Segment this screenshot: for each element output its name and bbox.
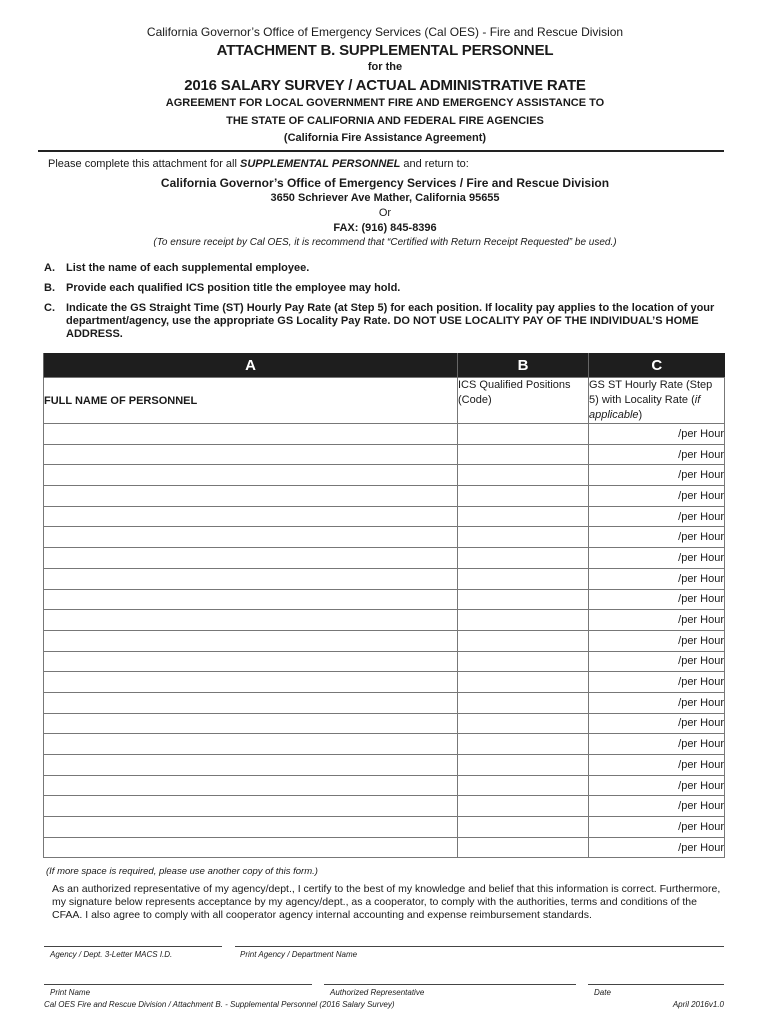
column-b-header: B <box>458 353 589 378</box>
instruction-a <box>44 262 716 275</box>
ics-position-cell[interactable] <box>458 444 589 465</box>
more-space-note: (If more space is required, please use another copy of this form.) <box>46 866 318 877</box>
hourly-rate-cell[interactable]: /per Hour <box>589 506 725 527</box>
table-row <box>44 713 725 734</box>
hourly-rate-cell[interactable]: /per Hour <box>589 465 725 486</box>
authorized-rep-signature-line[interactable] <box>324 984 576 985</box>
authorized-rep-label: Authorized Representative <box>330 988 425 997</box>
agency-id-signature-line[interactable] <box>44 946 222 947</box>
instruction-key: A. <box>44 262 55 274</box>
personnel-name-cell[interactable] <box>44 713 458 734</box>
table-row <box>44 527 725 548</box>
personnel-name-cell[interactable] <box>44 424 458 445</box>
ics-position-cell[interactable] <box>458 486 589 507</box>
instruction-c <box>44 302 716 341</box>
ics-position-cell[interactable] <box>458 817 589 838</box>
hourly-rate-cell[interactable]: /per Hour <box>589 548 725 569</box>
hourly-rate-cell[interactable]: /per Hour <box>589 589 725 610</box>
instruction-text: Indicate the GS Straight Time (ST) Hourly Pay Rate (at Step 5) for each position. If locality pay applies to the location of your department/agency, use the appropriate GS Locality Pay Rate. DO NOT USE LOCALITY PAY OF THE INDIVIDUAL’S HOME ADDRESS. <box>66 302 715 340</box>
ics-position-cell[interactable] <box>458 672 589 693</box>
gs-rate-italic: if applicable <box>589 394 701 421</box>
personnel-table <box>43 353 725 858</box>
agreement-line-2: THE STATE OF CALIFORNIA AND FEDERAL FIRE AGENCIES <box>226 115 544 127</box>
agency-name-label: Print Agency / Department Name <box>240 950 358 959</box>
hourly-rate-cell[interactable]: /per Hour <box>589 424 725 445</box>
gs-rate-end: ) <box>638 409 643 421</box>
instruction-text: Provide each qualified ICS position title the employee may hold. <box>66 282 401 294</box>
hourly-rate-cell[interactable]: /per Hour <box>589 444 725 465</box>
footer-title: Cal OES Fire and Rescue Division / Attachment B. - Supplemental Personnel (2016 Salary Survey) <box>44 1000 395 1009</box>
table-row <box>44 548 725 569</box>
agency-line: California Governor’s Office of Emergency Services (Cal OES) - Fire and Rescue Division <box>146 25 624 39</box>
gs-rate-label: GS ST Hourly Rate (Step 5) with Locality Rate ( <box>589 379 713 406</box>
table-row <box>44 424 725 445</box>
personnel-name-cell[interactable] <box>44 692 458 713</box>
ics-position-cell[interactable] <box>458 630 589 651</box>
intro-text <box>48 158 469 170</box>
intro-prefix: Please complete this attachment for all <box>48 158 240 170</box>
personnel-name-cell[interactable] <box>44 527 458 548</box>
hourly-rate-cell[interactable]: /per Hour <box>589 817 725 838</box>
personnel-name-cell[interactable] <box>44 548 458 569</box>
hourly-rate-cell[interactable]: /per Hour <box>589 713 725 734</box>
ics-position-cell[interactable] <box>458 527 589 548</box>
fax-number: FAX: (916) 845-8396 <box>333 222 437 234</box>
personnel-name-cell[interactable] <box>44 672 458 693</box>
table-row <box>44 775 725 796</box>
hourly-rate-cell[interactable]: /per Hour <box>589 796 725 817</box>
hourly-rate-cell[interactable]: /per Hour <box>589 527 725 548</box>
ics-position-cell[interactable] <box>458 465 589 486</box>
ics-positions-header: ICS Qualified Positions (Code) <box>458 378 589 424</box>
personnel-name-cell[interactable] <box>44 486 458 507</box>
hourly-rate-cell[interactable]: /per Hour <box>589 734 725 755</box>
hourly-rate-cell[interactable]: /per Hour <box>589 610 725 631</box>
table-row <box>44 465 725 486</box>
personnel-name-cell[interactable] <box>44 465 458 486</box>
instruction-b <box>44 282 716 295</box>
table-row <box>44 589 725 610</box>
table-row <box>44 796 725 817</box>
intro-emphasis: SUPPLEMENTAL PERSONNEL <box>239 158 401 170</box>
personnel-name-cell[interactable] <box>44 568 458 589</box>
ics-position-cell[interactable] <box>458 424 589 445</box>
full-name-header: FULL NAME OF PERSONNEL <box>44 378 458 424</box>
hourly-rate-cell[interactable]: /per Hour <box>589 692 725 713</box>
column-letter-row <box>44 353 725 378</box>
print-name-label: Print Name <box>50 988 91 997</box>
hourly-rate-cell[interactable]: /per Hour <box>589 775 725 796</box>
personnel-name-cell[interactable] <box>44 775 458 796</box>
ics-position-cell[interactable] <box>458 734 589 755</box>
table-row <box>44 692 725 713</box>
personnel-name-cell[interactable] <box>44 610 458 631</box>
instruction-text: List the name of each supplemental employee. <box>66 262 310 274</box>
hourly-rate-cell[interactable]: /per Hour <box>589 630 725 651</box>
personnel-name-cell[interactable] <box>44 506 458 527</box>
ics-position-cell[interactable] <box>458 610 589 631</box>
footer-version: April 2016v1.0 <box>672 1000 724 1009</box>
ics-position-cell[interactable] <box>458 837 589 858</box>
personnel-name-cell[interactable] <box>44 651 458 672</box>
return-org: California Governor’s Office of Emergency Services / Fire and Rescue Division <box>160 176 610 190</box>
personnel-name-cell[interactable] <box>44 589 458 610</box>
hourly-rate-cell[interactable]: /per Hour <box>589 568 725 589</box>
table-row <box>44 610 725 631</box>
agency-name-signature-line[interactable] <box>235 946 724 947</box>
ics-position-cell[interactable] <box>458 548 589 569</box>
column-title-row <box>44 378 725 424</box>
receipt-note: (To ensure receipt by Cal OES, it is recommend that “Certified with Return Receipt Requested” be used.) <box>153 237 617 248</box>
ics-position-cell[interactable] <box>458 651 589 672</box>
personnel-name-cell[interactable] <box>44 734 458 755</box>
table-row <box>44 837 725 858</box>
intro-suffix: and return to: <box>400 158 469 170</box>
certification-text: As an authorized representative of my agency/dept., I certify to the best of my knowledge and belief that this information is correct. Furthermore, my signature below represents acceptance by my agency/dept., as a cooperator, to comply with the authorities, terms and conditions of the CFAA. I also agree to comply with all cooperator agency internal accounting and expense reimbursement standards. <box>52 883 721 921</box>
table-row <box>44 630 725 651</box>
date-signature-line[interactable] <box>588 984 724 985</box>
instruction-key: C. <box>44 302 55 314</box>
or-label: Or <box>378 207 392 219</box>
hourly-rate-cell[interactable]: /per Hour <box>589 486 725 507</box>
instruction-key: B. <box>44 282 55 294</box>
ics-position-cell[interactable] <box>458 692 589 713</box>
personnel-name-cell[interactable] <box>44 817 458 838</box>
agency-id-label: Agency / Dept. 3-Letter MACS I.D. <box>50 950 173 959</box>
ics-position-cell[interactable] <box>458 568 589 589</box>
attachment-title: ATTACHMENT B. SUPPLEMENTAL PERSONNEL <box>216 42 554 59</box>
hourly-rate-cell[interactable]: /per Hour <box>589 755 725 776</box>
table-row <box>44 817 725 838</box>
personnel-name-cell[interactable] <box>44 755 458 776</box>
header-divider <box>38 150 724 152</box>
ics-position-cell[interactable] <box>458 775 589 796</box>
hourly-rate-cell[interactable]: /per Hour <box>589 651 725 672</box>
gs-rate-header <box>589 378 725 424</box>
table-row <box>44 568 725 589</box>
table-row <box>44 672 725 693</box>
ics-position-cell[interactable] <box>458 506 589 527</box>
personnel-name-cell[interactable] <box>44 796 458 817</box>
table-row <box>44 755 725 776</box>
table-row <box>44 486 725 507</box>
ics-position-cell[interactable] <box>458 589 589 610</box>
date-label: Date <box>594 988 611 997</box>
hourly-rate-cell[interactable]: /per Hour <box>589 837 725 858</box>
column-c-header: C <box>589 353 725 378</box>
return-street: 3650 Schriever Ave Mather, California 95655 <box>270 192 500 204</box>
personnel-name-cell[interactable] <box>44 444 458 465</box>
table-row <box>44 734 725 755</box>
survey-title: 2016 SALARY SURVEY / ACTUAL ADMINISTRATIVE RATE <box>184 77 586 94</box>
column-a-header: A <box>44 353 458 378</box>
ics-position-cell[interactable] <box>458 713 589 734</box>
for-the-label: for the <box>367 61 403 73</box>
print-name-signature-line[interactable] <box>44 984 312 985</box>
hourly-rate-cell[interactable]: /per Hour <box>589 672 725 693</box>
ics-position-cell[interactable] <box>458 755 589 776</box>
personnel-name-cell[interactable] <box>44 630 458 651</box>
table-row <box>44 506 725 527</box>
agreement-line-1: AGREEMENT FOR LOCAL GOVERNMENT FIRE AND EMERGENCY ASSISTANCE TO <box>165 97 605 109</box>
agreement-line-3: (California Fire Assistance Agreement) <box>283 132 487 144</box>
table-row <box>44 651 725 672</box>
personnel-name-cell[interactable] <box>44 837 458 858</box>
ics-position-cell[interactable] <box>458 796 589 817</box>
table-row <box>44 444 725 465</box>
